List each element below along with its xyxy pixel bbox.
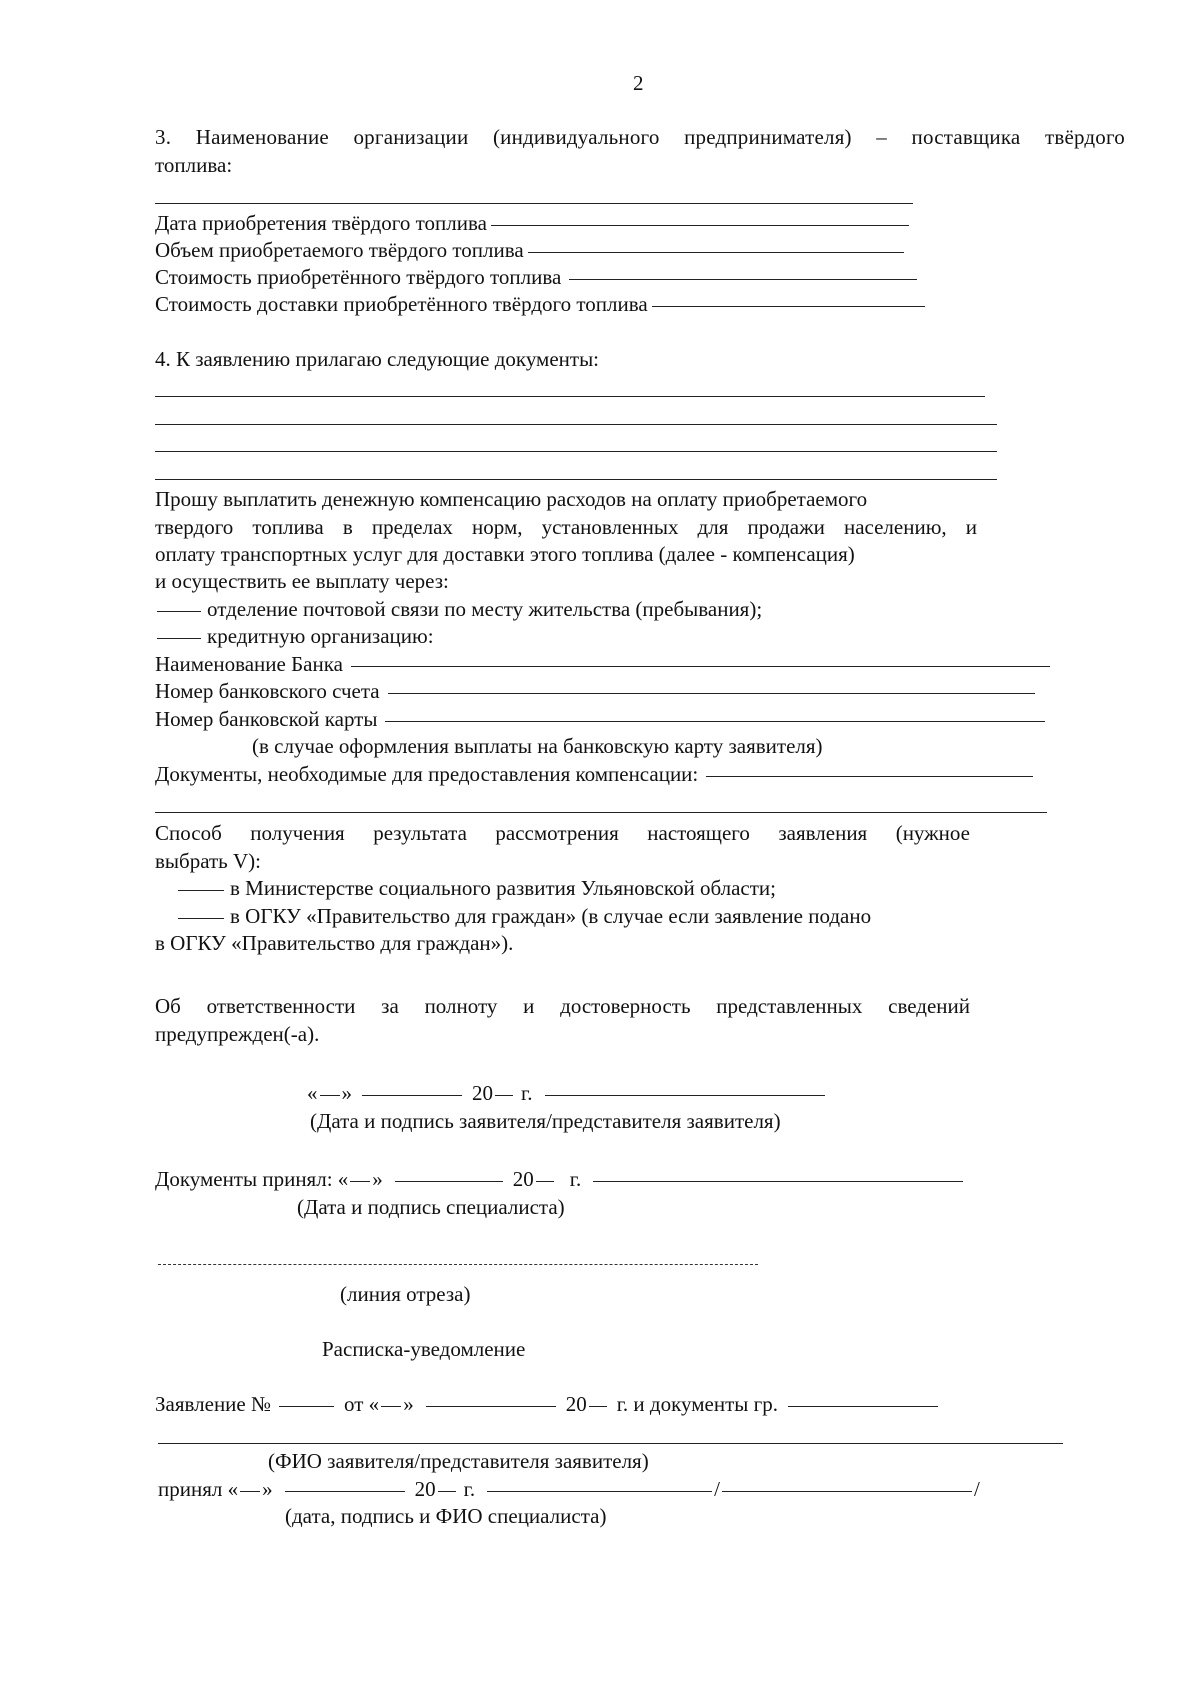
- volume-label: Объем приобретаемого твёрдого топлива: [155, 238, 524, 262]
- applicant-year-suffix: г.: [521, 1081, 533, 1105]
- purchase-date-label: Дата приобретения твёрдого топлива: [155, 211, 487, 235]
- card-field[interactable]: [385, 721, 1045, 722]
- delivery-cost-row: [155, 291, 925, 318]
- method-line1: Способ получения результата рассмотрения настоящего заявления (нужное: [155, 821, 970, 845]
- receipt-year-field[interactable]: [589, 1406, 607, 1407]
- method-opt2-continuation: в ОГКУ «Правительство для граждан»).: [155, 931, 514, 955]
- accepted-year-field[interactable]: [536, 1181, 554, 1182]
- receipt-close-quote: »: [403, 1392, 414, 1416]
- receipt-fio-caption: (ФИО заявителя/представителя заявителя): [268, 1449, 649, 1473]
- account-field[interactable]: [388, 693, 1035, 694]
- request-line2: твердого топлива в пределах норм, установленных для продажи населению, и: [155, 515, 977, 539]
- request-line4: и осуществить ее выплату через:: [155, 569, 449, 593]
- receipt-accepted-year-prefix: 20: [414, 1477, 436, 1501]
- applicant-day-field[interactable]: [320, 1095, 340, 1096]
- receipt-accepted-label: принял «: [158, 1477, 239, 1501]
- cost-field[interactable]: [569, 279, 917, 280]
- section3-heading-line1: 3. Наименование организации (индивидуального предпринимателя) – поставщика твёрдого: [155, 125, 1125, 149]
- method-line2: выбрать V):: [155, 849, 261, 873]
- receipt-signature-field[interactable]: [487, 1491, 712, 1492]
- cost-row: [155, 264, 917, 291]
- request-line3: оплату транспортных услуг для доставки этого топлива (далее - компенсация): [155, 542, 855, 566]
- account-label: Номер банковского счета: [155, 679, 380, 703]
- receipt-from-label: от «: [344, 1392, 380, 1416]
- option-credit-label: кредитную организацию:: [207, 624, 434, 648]
- receipt-statement-label: Заявление №: [155, 1392, 272, 1416]
- purchase-date-field[interactable]: [491, 225, 909, 226]
- cost-label: Стоимость приобретённого твёрдого топлива: [155, 265, 562, 289]
- cut-line: [158, 1264, 758, 1265]
- applicant-signature-field[interactable]: [545, 1095, 825, 1096]
- account-row: [155, 678, 1035, 705]
- card-row: [155, 706, 1045, 733]
- docs-row: [155, 761, 1033, 788]
- card-label: Номер банковской карты: [155, 707, 378, 731]
- docs-field-continuation[interactable]: [155, 812, 1047, 813]
- option-post-checkbox[interactable]: [157, 611, 201, 612]
- docs-label: Документы, необходимые для предоставления компенсации:: [155, 762, 699, 786]
- applicant-year-field[interactable]: [495, 1095, 513, 1096]
- accepted-signature-field[interactable]: [593, 1181, 963, 1182]
- receipt-accepted-close-quote: »: [262, 1477, 273, 1501]
- section4-heading: 4. К заявлению прилагаю следующие документы:: [155, 347, 600, 371]
- receipt-docs-label: г. и документы гр.: [616, 1392, 778, 1416]
- receipt-specialist-name-field[interactable]: [722, 1491, 972, 1492]
- applicant-year-prefix: 20: [472, 1081, 493, 1105]
- attached-docs-line-4[interactable]: [155, 479, 997, 480]
- section3-heading-line2: топлива:: [155, 153, 233, 177]
- method-opt2-row: [176, 903, 871, 930]
- receipt-day-field[interactable]: [381, 1406, 401, 1407]
- delivery-cost-label: Стоимость доставки приобретённого твёрдого топлива: [155, 292, 648, 316]
- applicant-open-quote: «: [307, 1081, 318, 1105]
- accepted-label: Документы принял: «: [155, 1167, 349, 1191]
- accepted-year-suffix: г.: [569, 1167, 582, 1191]
- card-note: (в случае оформления выплаты на банковскую карту заявителя): [252, 734, 823, 758]
- receipt-citizen-field[interactable]: [788, 1406, 938, 1407]
- accepted-close-quote: »: [372, 1167, 383, 1191]
- bank-name-label: Наименование Банка: [155, 652, 343, 676]
- applicant-signature-row: [307, 1080, 827, 1107]
- receipt-month-field[interactable]: [426, 1406, 556, 1407]
- delivery-cost-field[interactable]: [652, 306, 925, 307]
- option-post-label: отделение почтовой связи по месту жительства (пребывания);: [207, 597, 763, 621]
- accepted-month-field[interactable]: [395, 1181, 503, 1182]
- receipt-accepted-year-field[interactable]: [438, 1491, 456, 1492]
- method-opt1-row: [176, 875, 776, 902]
- receipt-slash-2: /: [973, 1477, 980, 1501]
- attached-docs-line-1[interactable]: [155, 396, 985, 397]
- responsibility-line2: предупрежден(-а).: [155, 1022, 320, 1046]
- option-credit-row: [155, 623, 434, 650]
- method-opt1-label: в Министерстве социального развития Ульяновской области;: [230, 876, 776, 900]
- volume-row: [155, 237, 904, 264]
- option-credit-checkbox[interactable]: [157, 638, 201, 639]
- responsibility-line1: Об ответственности за полноту и достоверность представленных сведений: [155, 994, 970, 1018]
- applicant-month-field[interactable]: [362, 1095, 462, 1096]
- request-line1: Прошу выплатить денежную компенсацию расходов на оплату приобретаемого: [155, 487, 868, 511]
- purchase-date-row: [155, 210, 909, 237]
- accepted-row: [155, 1166, 965, 1193]
- attached-docs-line-3[interactable]: [155, 451, 997, 452]
- accepted-day-field[interactable]: [350, 1181, 370, 1182]
- receipt-year-prefix: 20: [565, 1392, 587, 1416]
- receipt-slash-1: /: [714, 1477, 720, 1501]
- bank-name-row: [155, 651, 1050, 678]
- receipt-accepted-day-field[interactable]: [240, 1491, 260, 1492]
- receipt-title: Расписка-уведомление: [322, 1337, 526, 1361]
- bank-name-field[interactable]: [351, 666, 1050, 667]
- supplier-name-field[interactable]: [155, 203, 913, 204]
- option-post-row: [155, 596, 762, 623]
- method-opt2-checkbox[interactable]: [178, 918, 224, 919]
- applicant-close-quote: »: [341, 1081, 352, 1105]
- receipt-accepted-row: [158, 1476, 980, 1503]
- accepted-year-prefix: 20: [512, 1167, 534, 1191]
- docs-field[interactable]: [706, 776, 1033, 777]
- method-opt2-label: в ОГКУ «Правительство для граждан» (в случае если заявление подано: [230, 904, 872, 928]
- receipt-number-field[interactable]: [279, 1406, 334, 1407]
- attached-docs-line-2[interactable]: [155, 424, 997, 425]
- accepted-caption: (Дата и подпись специалиста): [297, 1195, 565, 1219]
- receipt-accepted-year-suffix: г.: [463, 1477, 476, 1501]
- receipt-statement-row: [155, 1391, 940, 1418]
- applicant-signature-caption: (Дата и подпись заявителя/представителя заявителя): [310, 1109, 781, 1133]
- receipt-fio-field[interactable]: [158, 1443, 1063, 1444]
- cut-line-caption: (линия отреза): [340, 1282, 471, 1306]
- page-number: 2: [633, 71, 644, 95]
- method-opt1-checkbox[interactable]: [178, 890, 224, 891]
- receipt-accepted-month-field[interactable]: [285, 1491, 405, 1492]
- volume-field[interactable]: [528, 252, 904, 253]
- receipt-specialist-caption: (дата, подпись и ФИО специалиста): [285, 1504, 607, 1528]
